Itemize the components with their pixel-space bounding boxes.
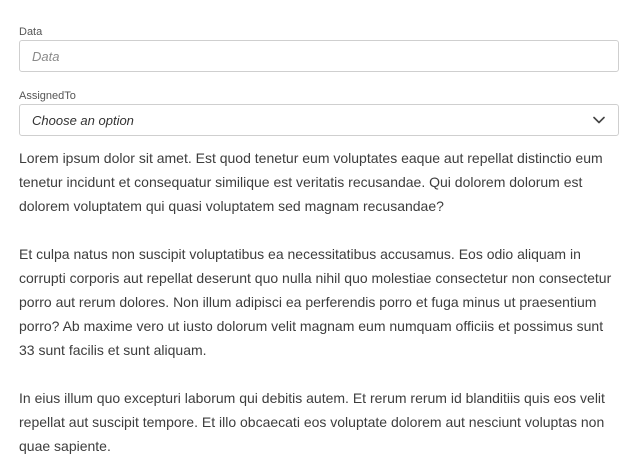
data-input[interactable] xyxy=(19,40,619,72)
field-gap xyxy=(19,72,619,89)
paragraph-3: In eius illum quo excepturi laborum qui debitis autem. Et rerum rerum id blanditiis quis eos velit repellat aut suscipit tempore. Et illo obcaecati eos voluptate dolorem aut nesciunt voluptas non quae sapiente. xyxy=(19,390,605,454)
paragraph-1: Lorem ipsum dolor sit amet. Est quod tenetur eum voluptates eaque aut repellat distinctio eum tenetur incidunt et consequatur similique est veritatis recusandae. Qui dolorem dolorum est dolorem voluptatem qui quasi voluptatem sed magnam recusandae? xyxy=(19,150,603,214)
assigned-to-select[interactable] xyxy=(19,104,619,136)
form xyxy=(19,25,619,464)
assigned-to-label: AssignedTo xyxy=(19,90,76,102)
chevron-down-icon xyxy=(592,113,606,127)
data-field-label: Data xyxy=(19,26,43,38)
paragraph-2: Et culpa natus non suscipit voluptatibus ea necessitatibus accusamus. Eos odio aliquam in corrupti corporis aut repellat deserunt quo nulla nihil quo molestiae consectetur non consectetur porro aut rerum dolores. Non illum adipisci ea perferendis porro et fuga minus ut praesentium porro? Ab maxime vero ut iusto dolorum velit magnam eum numquam officiis et possimus sunt 33 sunt facilis et sunt aliquam. xyxy=(19,246,612,358)
assigned-to-selected-value: Choose an option xyxy=(32,112,134,128)
content-text xyxy=(19,146,622,458)
